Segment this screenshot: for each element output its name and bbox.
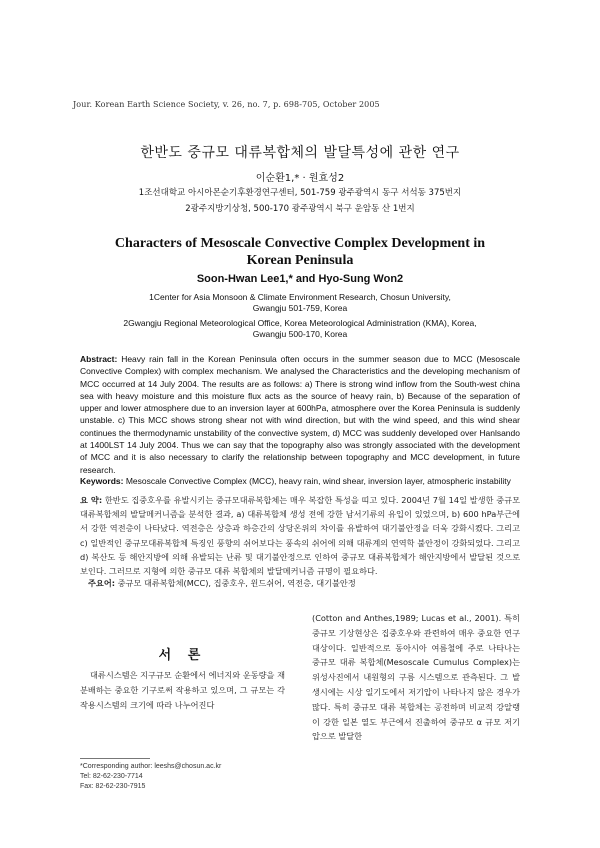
- english-title-line-2: Korean Peninsula: [246, 253, 354, 268]
- footnote: [80, 762, 290, 792]
- abstract-text: Heavy rain fall in the Korean Peninsula often occurs in the summer season due to MCC (Mesoscale Convective Complex) with complex mechanism. We analysed the Characteristics and the developing mechanism of MCC occurred at 14 July 2004. The results are as follows: a) There is strong wind inflow from the South-west china sea with heavy moisture and this moisture flux acts as the source of heavy rain, b) Because of the separation of upper and lower atmosphere due to an inversion layer at 600hPa, atmosphere over the Korea Peninsula is suddenly unstable. c) This MCC shows strong shear not with wind direction, but with the wind speed, and this wind shear continues the thermodynamic unstability of the convective system, d) MCC was suddenly developed over Hanlsando at 1400LST 14 July 2004. Thus we can say that the topography also was strongly associated with the development of MCC and it is also necessary to clarify the relationship between topography and MCC development, in future research.: [80, 354, 520, 475]
- right-column-paragraph: (Cotton and Anthes,1989; Lucas et al., 2001). 특히 중규모 기상현상은 집중호우와 관련하여 매우 중요한 연구대상이다. 일반적으로 동아시아 여름철에 주로 나타나는 중규모 대류 복합체(Mesoscale Cumulus Complex)는 위성사진에서 내원형의 구름 시스템으로 관측된다. 그 발생시에는 시상 일기도에서 저기압이 나타나지 않은 경우가 많다. 특히 중규모 대류 복합체는 공전하며 비교적 강알랭이 강한 일본 열도 부근에서 진출하여 중규모 α 규모 저기압으로 발달한: [312, 613, 520, 742]
- korean-authors: 이순환1,* · 원효성2: [255, 173, 345, 184]
- right-column: [312, 611, 520, 744]
- footnote-email: *Corresponding author: leeshs@chosun.ac.kr: [80, 763, 222, 770]
- section-title-introduction: 서 론: [158, 648, 207, 663]
- abstract-label: Abstract:: [80, 354, 118, 364]
- english-affiliation-2: [0, 318, 600, 340]
- korean-title: 한반도 중규모 대류복합체의 발달특성에 관한 연구: [140, 145, 460, 161]
- english-affiliation-1-line-1: 1Center for Asia Monsoon & Climate Environment Research, Chosun University,: [149, 292, 451, 302]
- english-authors: Soon-Hwan Lee1,* and Hyo-Sung Won2: [196, 273, 404, 285]
- footnote-divider: [80, 758, 150, 759]
- left-column-paragraph: 대류시스템은 지구규모 순환에서 에너지와 운동량을 재분배하는 중요한 기구로써 작용하고 있으며, 그 규모는 각 작용시스템의 크기에 따라 나누어진다: [80, 670, 285, 710]
- korean-affiliation-1: 1조선대학교 아시아몬순기후환경연구센터, 501-759 광주광역시 동구 서석동 375번지: [138, 188, 462, 198]
- korean-affiliation-2: 2광주지방기상청, 500-170 광주광역시 북구 운암동 산 1번지: [185, 204, 415, 214]
- keywords-en-label: Keywords:: [80, 476, 124, 486]
- keywords-ko-label: 주요어:: [88, 578, 116, 588]
- english-affiliation-1-line-2: Gwangju 501-759, Korea: [252, 303, 348, 313]
- abstract: [80, 353, 520, 476]
- english-title: [0, 235, 600, 269]
- english-affiliation-2-line-1: 2Gwangju Regional Meteorological Office, Korea Meteorological Administration (KMA), Korea,: [123, 318, 477, 328]
- keywords-en: [80, 476, 520, 486]
- english-affiliation-1: [0, 292, 600, 314]
- footnote-fax: Fax: 82-62-230-7915: [80, 783, 146, 790]
- english-affiliation-2-line-2: Gwangju 500-170, Korea: [252, 329, 348, 339]
- korean-abstract-label: 요 약:: [80, 495, 103, 505]
- korean-abstract: [80, 493, 520, 578]
- keywords-en-text: Mesoscale Convective Complex (MCC), heavy rain, wind shear, inversion layer, atmospheric instability: [125, 476, 511, 486]
- footnote-tel: Tel: 82-62-230-7714: [80, 773, 143, 780]
- english-title-line-1: Characters of Mesoscale Convective Complex Development in: [114, 236, 486, 251]
- keywords-ko: [88, 578, 518, 589]
- left-column: [80, 668, 285, 712]
- korean-abstract-text: 한반도 집중호우를 유발시키는 중규모대류복합체는 매우 복잡한 특성을 띠고 있다. 2004년 7월 14일 발생한 중규모 대류복합체의 발달메커니즘을 분석한 결과, a) 대류복합체 생성 전에 강한 남서기류의 유입이 있었으며, b) 600 hPa부근에서 강한 역전층이 나타났다. 역전층은 상층과 하층간의 상당온위의 차이를 유발하여 대기불안정을 더욱 강화시켰다. 그리고 c) 일반적인 중규모대류복합체 특징인 풍향의 쉬어보다는 풍속의 쉬어에 의해 대류계의 연역학 불안정이 강화되었다. 그리고 d) 복산도 등 해안지방에 의해 유발되는 난류 및 대기불안정으로 인하여 중규모 대류복합체가 해안지방에서 발달된 것으로 보인다. 그러므로 지형에 의한 중규모 대류 복합체의 발달메커니즘 규명이 필요하다.: [80, 495, 520, 577]
- journal-citation: Jour. Korean Earth Science Society, v. 26, no. 7, p. 698-705, October 2005: [73, 100, 380, 109]
- keywords-ko-text: 중규모 대류복합체(MCC), 집중호우, 윈드쉬어, 역전층, 대기불안정: [117, 578, 356, 588]
